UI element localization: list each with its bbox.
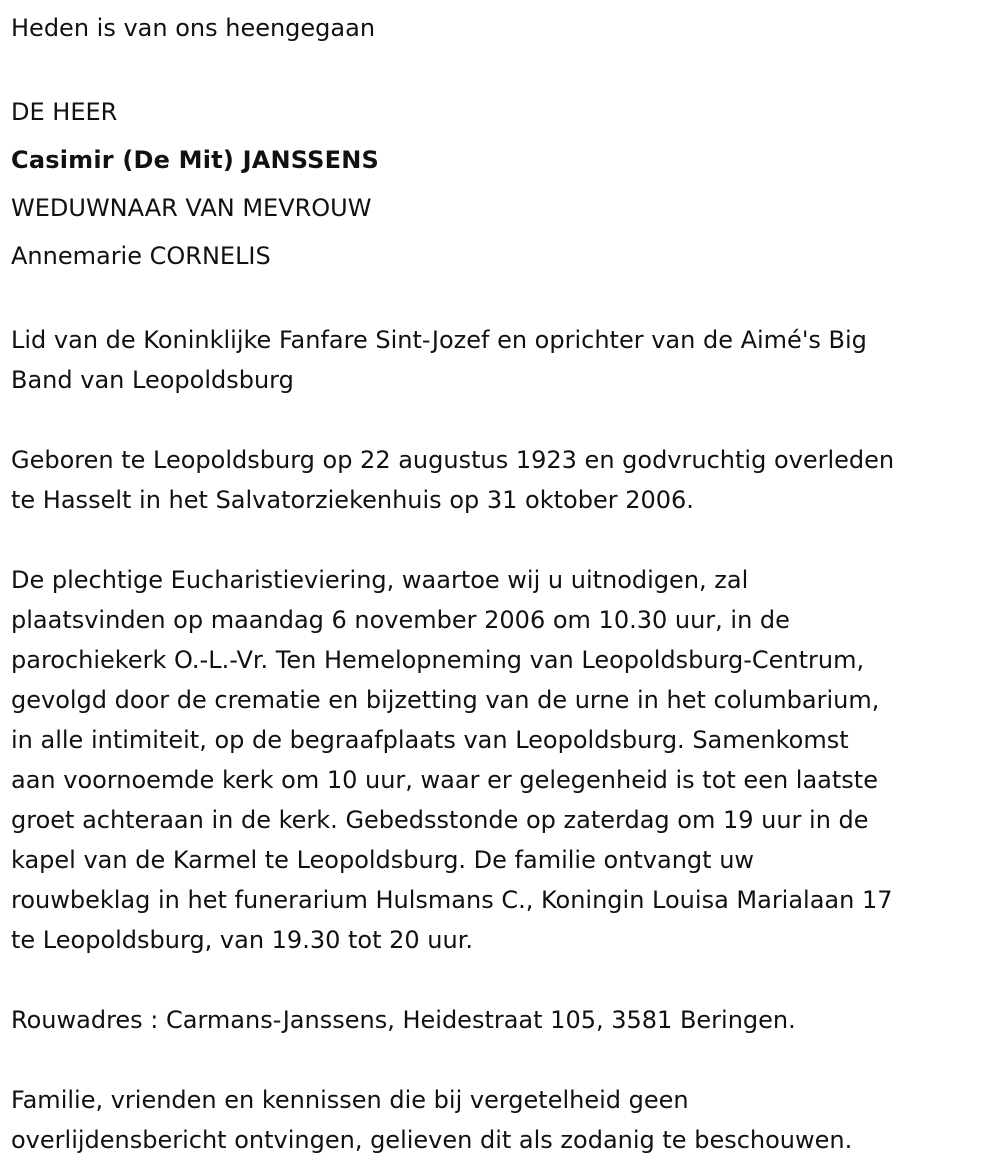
relation-text: WEDUWNAAR VAN MEVROUW: [11, 194, 372, 222]
closing-paragraph: [11, 1080, 986, 1160]
spacer: [11, 520, 986, 560]
birth-death-paragraph: [11, 440, 986, 520]
paragraph-line: Geboren te Leopoldsburg op 22 augustus 1923 en godvruchtig overleden: [11, 446, 895, 474]
paragraph-line: Familie, vrienden en kennissen die bij vergetelheid geen: [11, 1086, 689, 1114]
paragraph-line: kapel van de Karmel te Leopoldsburg. De familie ontvangt uw: [11, 846, 755, 874]
paragraph-line: te Hasselt in het Salvatorziekenhuis op 31 oktober 2006.: [11, 486, 694, 514]
paragraph-line: groet achteraan in de kerk. Gebedsstonde op zaterdag om 19 uur in de: [11, 806, 869, 834]
paragraph-line: gevolgd door de crematie en bijzetting van de urne in het columbarium,: [11, 686, 880, 714]
address-text: Rouwadres : Carmans-Janssens, Heidestraat 105, 3581 Beringen.: [11, 1006, 796, 1034]
spacer: [11, 48, 986, 88]
title-text: DE HEER: [11, 98, 118, 126]
intro-text: Heden is van ons heengegaan: [11, 14, 376, 42]
paragraph-line: plaatsvinden op maandag 6 november 2006 om 10.30 uur, in de: [11, 606, 790, 634]
membership-paragraph: [11, 320, 986, 400]
paragraph-line: in alle intimiteit, op de begraafplaats van Leopoldsburg. Samenkomst: [11, 726, 849, 754]
paragraph-line: Lid van de Koninklijke Fanfare Sint-Jozef en oprichter van de Aimé's Big: [11, 326, 867, 354]
paragraph-line: aan voornoemde kerk om 10 uur, waar er gelegenheid is tot een laatste: [11, 766, 878, 794]
paragraph-line: De plechtige Eucharistieviering, waartoe wij u uitnodigen, zal: [11, 566, 749, 594]
paragraph-line: Band van Leopoldsburg: [11, 366, 294, 394]
spacer: [11, 1040, 986, 1080]
deceased-name: Casimir (De Mit) JANSSENS: [11, 146, 380, 174]
paragraph-line: te Leopoldsburg, van 19.30 tot 20 uur.: [11, 926, 474, 954]
paragraph-line: overlijdensbericht ontvingen, gelieven dit als zodanig te beschouwen.: [11, 1126, 853, 1154]
spacer: [11, 400, 986, 440]
spouse-name: Annemarie CORNELIS: [11, 242, 271, 270]
spacer: [11, 960, 986, 1000]
spacer: [11, 280, 986, 320]
paragraph-line: rouwbeklag in het funerarium Hulsmans C., Koningin Louisa Marialaan 17: [11, 886, 893, 914]
ceremony-paragraph: [11, 560, 986, 960]
paragraph-line: parochiekerk O.-L.-Vr. Ten Hemelopneming van Leopoldsburg-Centrum,: [11, 646, 865, 674]
